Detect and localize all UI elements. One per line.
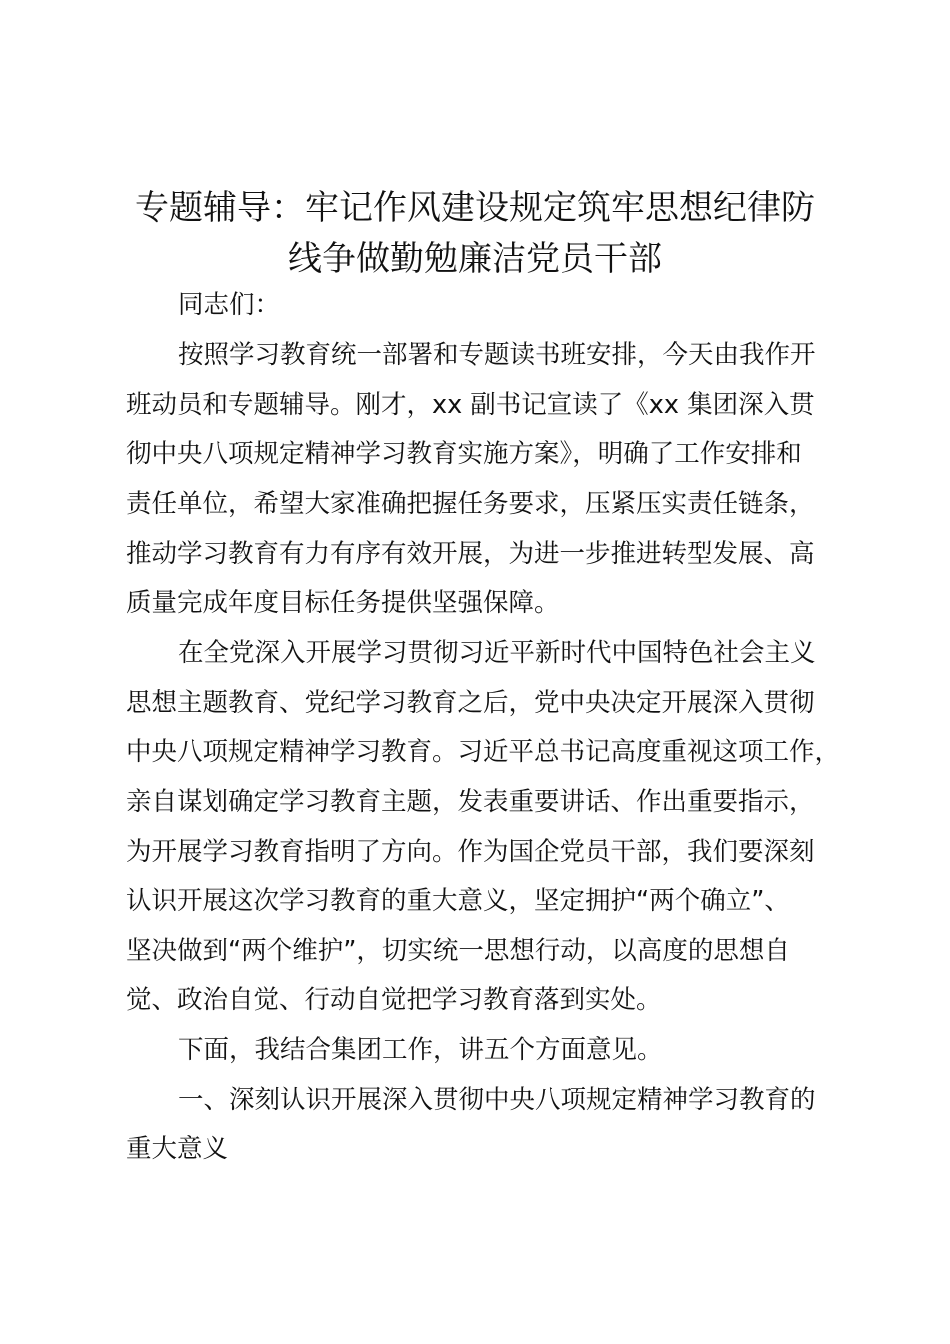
paragraph-2-line-2: 思想主题教育、党纪学习教育之后，党中央决定开展深入贯彻 bbox=[126, 688, 815, 718]
document-title-line-2: 线争做勤勉廉洁党员干部 bbox=[288, 239, 662, 279]
paragraph-2-line-4: 亲自谋划确定学习教育主题，发表重要讲话、作出重要指示， bbox=[126, 787, 815, 817]
section-heading-line-2: 重大意义 bbox=[126, 1134, 229, 1164]
paragraph-3-line-1: 下面，我结合集团工作，讲五个方面意见。 bbox=[178, 1035, 663, 1065]
paragraph-2-line-5: 为开展学习教育指明了方向。作为国企党员干部，我们要深刻 bbox=[126, 837, 815, 867]
salutation: 同志们： bbox=[178, 290, 281, 320]
paragraph-2-line-8: 觉、政治自觉、行动自觉把学习教育落到实处。 bbox=[126, 985, 662, 1015]
document-title-line-1: 专题辅导：牢记作风建设规定筑牢思想纪律防 bbox=[135, 188, 815, 228]
section-heading-line-1: 一、深刻认识开展深入贯彻中央八项规定精神学习教育的 bbox=[178, 1085, 816, 1115]
paragraph-2-line-7: 坚决做到“两个维护”，切实统一思想行动，以高度的思想自 bbox=[126, 936, 790, 966]
paragraph-2-line-3: 中央八项规定精神学习教育。习近平总书记高度重视这项工作， bbox=[126, 737, 841, 767]
paragraph-1-line-5: 推动学习教育有力有序有效开展，为进一步推进转型发展、高 bbox=[126, 539, 815, 569]
paragraph-1-line-3: 彻中央八项规定精神学习教育实施方案》，明确了工作安排和 bbox=[126, 439, 802, 469]
paragraph-1-line-4: 责任单位，希望大家准确把握任务要求，压紧压实责任链条， bbox=[126, 489, 815, 519]
paragraph-1-line-6: 质量完成年度目标任务提供坚强保障。 bbox=[126, 588, 560, 618]
paragraph-1-line-2: 班动员和专题辅导。刚才，xx 副书记宣读了《xx 集团深入贯 bbox=[126, 390, 815, 420]
paragraph-2-line-1: 在全党深入开展学习贯彻习近平新时代中国特色社会主义 bbox=[178, 638, 816, 668]
paragraph-2-line-6: 认识开展这次学习教育的重大意义，坚定拥护“两个确立”、 bbox=[126, 886, 790, 916]
paragraph-1-line-1: 按照学习教育统一部署和专题读书班安排，今天由我作开 bbox=[178, 340, 816, 370]
